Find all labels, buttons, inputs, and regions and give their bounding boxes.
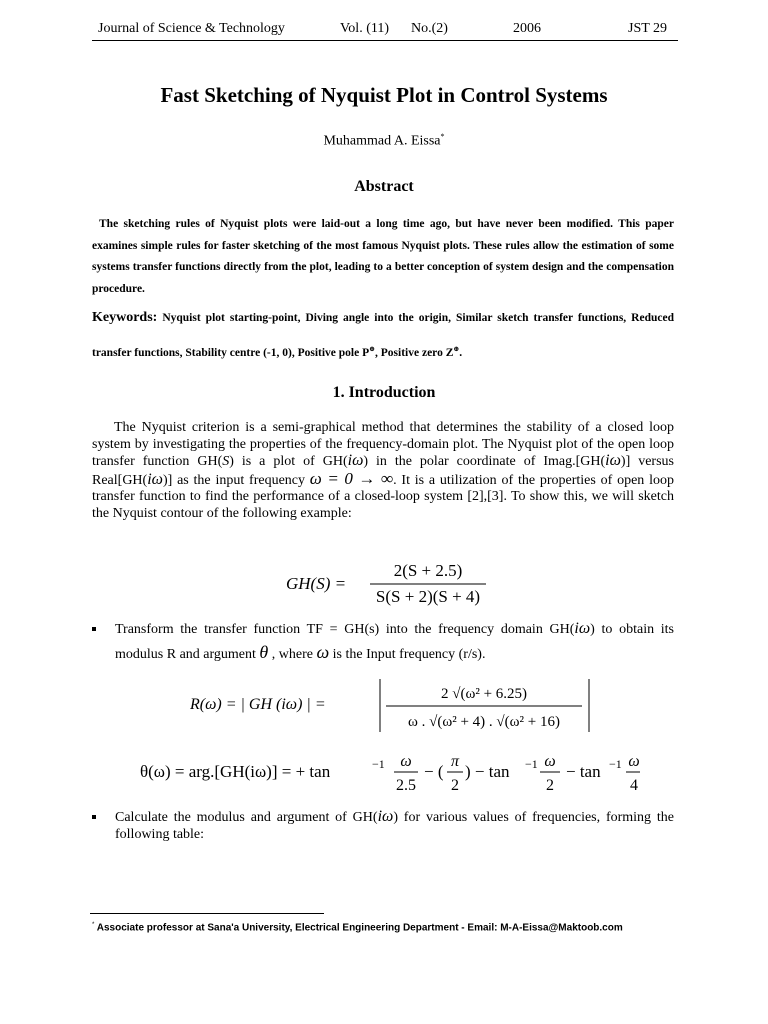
- var-iw: iω: [147, 470, 163, 488]
- bullet1-text-c: , where: [268, 647, 317, 662]
- eq3-f3-den: 2: [546, 777, 554, 794]
- paper-title: Fast Sketching of Nyquist Plot in Control Systems: [160, 83, 608, 107]
- positive-mark-p: ⊕: [369, 345, 376, 353]
- eq3-mid-1: − (: [424, 762, 444, 781]
- journal-name: Journal of Science & Technology: [98, 21, 285, 36]
- intro-paragraph: [92, 420, 674, 522]
- eq3-exp-3: −1: [609, 757, 622, 771]
- frequency-range: ω = 0 → ∞: [309, 468, 394, 488]
- footnote-mark: *: [92, 922, 95, 928]
- var-omega: ω: [316, 642, 330, 662]
- eq3-lhs: θ(ω) = arg.[GH(iω)] = + tan: [140, 762, 331, 781]
- footnote-divider: [90, 913, 324, 914]
- bullet2-text-a: Calculate the modulus and argument of GH(: [115, 810, 378, 825]
- eq3-f4-num: ω: [628, 753, 640, 770]
- author-line: [0, 132, 768, 150]
- keywords-text-b: , Positive zero Z: [375, 346, 454, 359]
- keywords-text-c: .: [459, 346, 463, 359]
- footnote-text: Associate professor at Sana'a University, Electrical Engineering Department - Email: M-A-Eissa@Maktoob.com: [96, 922, 623, 934]
- eq3-exp-2: −1: [525, 757, 538, 771]
- issue-number: No.(2): [411, 21, 448, 36]
- intro-text-5: )] as the input frequency: [162, 472, 310, 488]
- var-theta: θ: [259, 642, 269, 662]
- bullet-marker: [92, 627, 96, 631]
- abstract-heading: Abstract: [354, 178, 414, 195]
- eq2-denominator: ω . √(ω² + 4) . √(ω² + 16): [408, 714, 560, 730]
- intro-text-6: . It is a utilization of the properties of open loop transfer function to find the performance of a closed-loop system [2],[3]. To show this, we will sketch the Nyquist contour of the following example:: [92, 472, 674, 521]
- eq3-f3-num: ω: [544, 753, 556, 770]
- eq3-exp-1: −1: [372, 757, 385, 771]
- var-iw: iω: [605, 452, 621, 469]
- bullet2-text-b: ) for various values of frequencies, forming the following table:: [115, 810, 674, 842]
- eq3-f1-num: ω: [400, 753, 412, 770]
- positive-mark-z: ⊕: [453, 345, 460, 353]
- eq3-f2-den: 2: [451, 777, 459, 794]
- eq3-mid-3: − tan: [566, 762, 601, 781]
- bullet-transform: [92, 618, 674, 666]
- author-name: Muhammad A. Eissa: [323, 133, 441, 149]
- intro-text-4: )] versus Real[GH(: [92, 454, 674, 488]
- bullet1-text-a: Transform the transfer function TF = GH(s) into the frequency domain GH(: [115, 622, 575, 637]
- var-iw: iω: [377, 808, 394, 825]
- keywords-label: Keywords:: [92, 310, 158, 325]
- eq2-lhs: R(ω) = | GH (iω) | =: [190, 696, 326, 713]
- keywords-text-a: Nyquist plot starting-point, Diving angle into the origin, Similar sketch transfer functions, Reduced transfer functions, Stability centre (-1, 0), Positive pole P: [92, 312, 674, 359]
- footnote: [92, 922, 692, 933]
- transfer-function-equation: [286, 558, 496, 610]
- var-iw: iω: [347, 452, 364, 469]
- intro-text-1: The Nyquist criterion is a semi-graphical method that determines the stability of a closed loop system by investigating the properties of the frequency-domain plot. The Nyquist plot of the open loop transfer function GH(: [92, 420, 674, 469]
- section-heading: 1. Introduction: [332, 384, 436, 401]
- page-number: JST 29: [628, 21, 668, 36]
- abstract-text: The sketching rules of Nyquist plots were laid-out a long time ago, but have never been modified. This paper examines simple rules for faster sketching of the most famous Nyquist plots. These rules allow the estimation of some systems transfer functions directly from the plot, leading to a better conception of system design and the compensation procedure.: [92, 218, 674, 295]
- keywords: [92, 302, 674, 369]
- argument-equation: [140, 748, 640, 798]
- eq2-numerator: 2 √(ω² + 6.25): [440, 686, 528, 702]
- eq1-lhs: GH(S) =: [286, 574, 347, 593]
- var-iw: iω: [574, 620, 591, 637]
- eq3-f4-den: 4: [630, 777, 638, 794]
- year: 2006: [513, 21, 541, 36]
- bullet-calculate: [92, 808, 674, 843]
- eq3-f1-den: 2.5: [396, 777, 416, 794]
- eq1-denominator: S(S + 2)(S + 4): [375, 587, 481, 606]
- intro-text-3: ) in the polar coordinate of Imag.[GH(: [363, 454, 606, 469]
- author-footnote-mark: *: [440, 132, 445, 141]
- eq1-numerator: 2(S + 2.5): [393, 561, 463, 580]
- eq3-mid-2: ) − tan: [465, 762, 510, 781]
- running-header: [92, 18, 678, 41]
- var-s: S: [222, 454, 230, 469]
- eq3-f2-num: π: [450, 753, 460, 770]
- modulus-equation: [190, 676, 600, 736]
- intro-text-2: ) is a plot of GH(: [229, 454, 348, 469]
- bullet-marker: [92, 815, 96, 819]
- bullet1-text-b: ) to obtain its modulus R and argument: [115, 622, 674, 662]
- volume: Vol. (11): [340, 21, 389, 36]
- bullet1-text-d: is the Input frequency (r/s).: [329, 647, 486, 662]
